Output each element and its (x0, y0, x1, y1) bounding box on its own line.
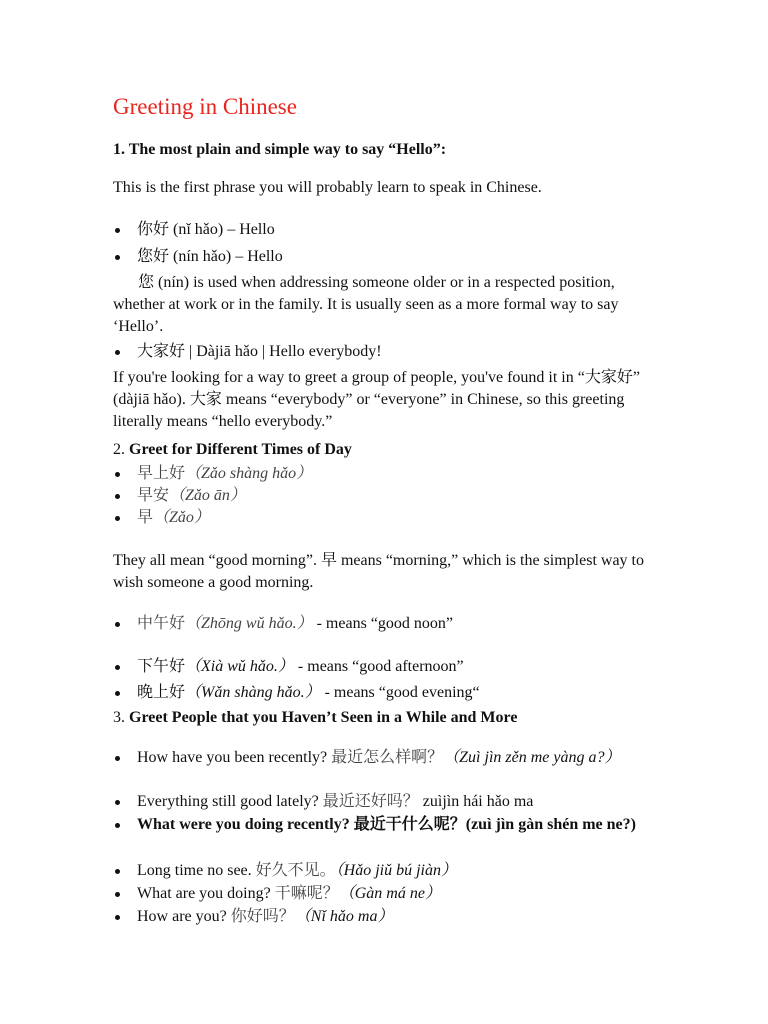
morning-explanation: They all mean “good morning”. 早 means “morning,” which is the simplest way to wish someone a good morning. (113, 552, 644, 591)
pinyin: （Zǎo ān） (169, 487, 246, 504)
pinyin: （Zǎo） (153, 509, 210, 526)
list-item (137, 507, 677, 529)
pinyin: （Zhōng wǔ hǎo.） (185, 615, 313, 632)
list-item: 你好 (nǐ hǎo) – Hello (137, 219, 677, 241)
list-item (137, 613, 677, 635)
list-item (137, 656, 677, 678)
hanzi: 早上好 (137, 465, 186, 482)
english: What were you doing recently? (137, 816, 354, 833)
hanzi: 中午好 (137, 615, 186, 632)
hanzi: 你好吗？ (230, 908, 295, 925)
list-item (137, 860, 677, 882)
list-item: 大家好 | Dàjiā hǎo | Hello everybody! (137, 341, 677, 363)
list-item (137, 485, 677, 507)
pinyin: （Xià wǔ hǎo.） (185, 658, 294, 675)
hanzi: 早 (137, 509, 154, 526)
english: How are you? (137, 908, 231, 925)
hanzi: 最近干什么呢？ (353, 816, 466, 833)
hanzi: 晚上好 (137, 684, 186, 701)
hanzi: 下午好 (137, 658, 186, 675)
list-item (137, 883, 677, 905)
pinyin: （Zuì jìn zěn me yàng a?） (443, 749, 621, 766)
meaning: - means “good evening“ (324, 684, 480, 701)
meaning: - means “good afternoon” (297, 658, 464, 675)
list-item (137, 682, 677, 704)
section-2-heading (113, 439, 673, 461)
list-item (137, 747, 657, 769)
section-3-number: 3. (113, 709, 125, 726)
nin-usage-note: 您 (nín) is used when addressing someone older or in a respected position, whether at work or in the family. It is usually seen as a more formal way to say ‘Hello’. (113, 274, 619, 335)
pinyin: （Gàn má ne） (338, 885, 441, 902)
pinyin: zuìjìn hái hǎo ma (418, 793, 534, 810)
pinyin: （Nǐ hǎo ma） (294, 908, 394, 925)
section-2-title: Greet for Different Times of Day (129, 441, 352, 458)
dajia-explanation: If you're looking for a way to greet a group of people, you've found it in “大家好” (dàjiā hǎo). 大家 means “everybody” or “everyone” in Chinese, so this greeting literally means “hello everybody.” (113, 369, 640, 430)
pinyin: (zuì jìn gàn shén me ne?) (465, 816, 636, 833)
section-1-intro: This is the first phrase you will probably learn to speak in Chinese. (113, 179, 542, 196)
section-3-heading (113, 707, 673, 729)
section-2-number: 2. (113, 441, 125, 458)
pinyin: （Zǎo shàng hǎo） (185, 465, 313, 482)
list-item (137, 791, 677, 813)
section-3-title: Greet People that you Haven’t Seen in a While and More (129, 709, 518, 726)
list-item (137, 814, 657, 836)
hanzi: 最近怎么样啊？ (331, 749, 444, 766)
list-item: 您好 (nín hǎo) – Hello (137, 246, 677, 268)
hanzi: 最近还好吗？ (322, 793, 419, 810)
section-1-heading: 1. The most plain and simple way to say “Hello”: (113, 141, 447, 158)
english: Long time no see. (137, 862, 256, 879)
pinyin: （Wǎn shàng hǎo.） (185, 684, 321, 701)
english: What are you doing? (137, 885, 275, 902)
hanzi: 干嘛呢？ (274, 885, 339, 902)
pinyin: （Hǎo jiǔ bú jiàn） (335, 862, 457, 879)
hanzi: 好久不见。 (255, 862, 336, 879)
list-item (137, 906, 677, 928)
list-item (137, 463, 677, 485)
meaning: - means “good noon” (316, 615, 453, 632)
hanzi: 早安 (137, 487, 170, 504)
document-title: Greeting in Chinese (113, 94, 297, 119)
english: Everything still good lately? (137, 793, 323, 810)
english: How have you been recently? (137, 749, 332, 766)
